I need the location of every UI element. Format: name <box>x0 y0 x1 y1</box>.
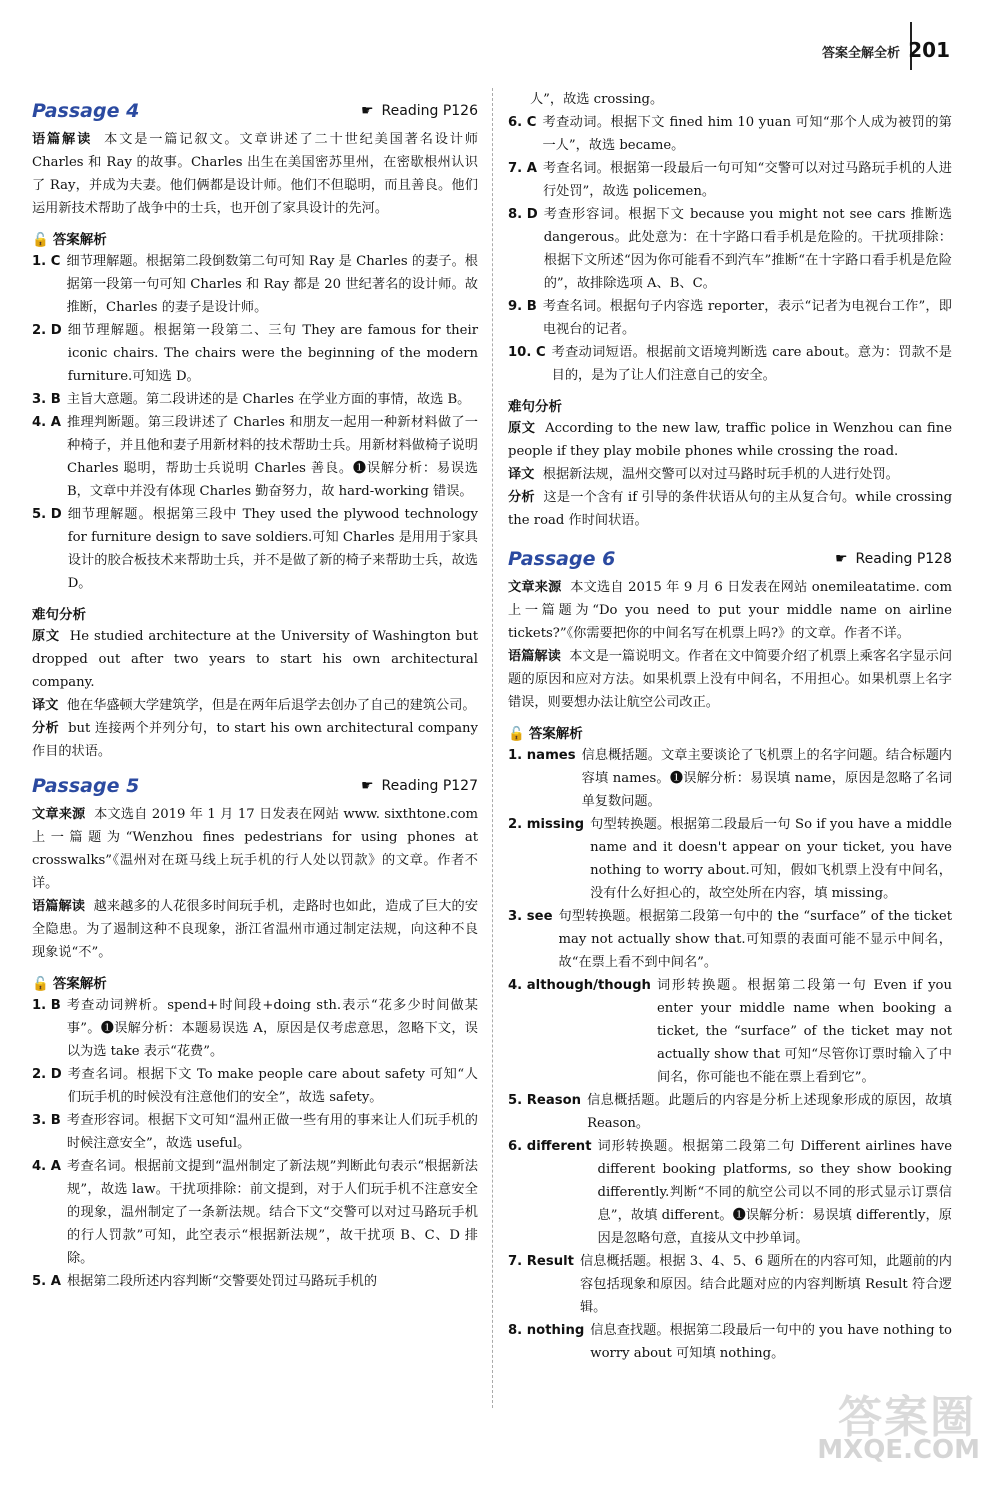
answer-item <box>32 994 478 1063</box>
answer-number: 2. D <box>32 323 62 338</box>
answer-text: 信息查找题。根据第二段最后一句中的 you have nothing to worry about 可知填 nothing。 <box>590 1323 952 1361</box>
answer-text: 考查形容词。根据下文 because you might not see cars 推断选 dangerous。此处意为：在十字路口看手机是危险的。干扰项排除：根据下文所述“因为你可能看不到汽车”推断“在十字路口看手机是危险的”，故排除选项 A、B、C。 <box>543 207 952 291</box>
source-label: 文章来源 <box>32 807 86 822</box>
translation-text: 根据新法规，温州交警可以对过马路时玩手机的人进行处罚。 <box>542 467 899 482</box>
answer-text: 考查名词。根据第一段最后一句可知“交警可以对过马路玩手机的人进行处罚”，故选 policemen。 <box>542 161 952 199</box>
passage-5-analysis <box>508 486 952 532</box>
answer-number: 6. C <box>508 115 537 130</box>
passage-5-hard-sentence-title: 难句分析 <box>508 399 562 415</box>
answer-number: 5. A <box>32 1274 61 1289</box>
passage-6-ref-text: Reading P128 <box>855 551 952 567</box>
passage-5-source <box>32 803 478 895</box>
answer-item <box>508 1135 952 1250</box>
answer-item <box>32 1155 478 1270</box>
answer-item <box>508 744 952 813</box>
passage-6-answer-section-title <box>508 722 952 742</box>
passage-5-answer-list <box>32 994 478 1293</box>
answer-text: 考查动词短语。根据前文语境判断选 care about。意为：罚款不是目的，是为了让人们注意自己的安全。 <box>551 345 952 383</box>
answer-number: 1. names <box>508 748 576 763</box>
answer-text: 细节理解题。根据第三段中 They used the plywood technology for furniture design to save soldiers.可知 Charles 是用用于家具设计的胶合板技术来帮助士兵，并不是做了新的椅子来帮助士兵，故选 D。 <box>67 507 478 591</box>
answer-text: 句型转换题。根据第二段第一句中的 the “surface” of the ticket may not actually show that.可知票的表面可能不显示中间名，故“在票上看不到中间名”。 <box>558 909 952 970</box>
answer-text: 考查名词。根据前文提到“温州制定了新法规”判断此句表示“根据新法规”，故选 law。干扰项排除：前文提到，对于人们玩手机不注意安全的现象，温州制定了一条新法规。结合下文“交警可以对过马路玩手机的行人罚款”可知，此空表示“根据新法规”，故干扰项 B、C、D 排除。 <box>66 1159 478 1266</box>
answer-text: 信息概括题。根据 3、4、5、6 题所在的内容可知，此题前的内容包括现象和原因。结合此题对应的内容判断填 Result 符合逻辑。 <box>579 1254 952 1315</box>
answer-number: 3. see <box>508 909 553 924</box>
answer-item <box>508 111 952 157</box>
answer-number: 8. D <box>508 207 538 222</box>
answer-item <box>508 157 952 203</box>
passage-5-answer-list-continued <box>508 111 952 387</box>
passage-4-title: Passage 4 <box>32 100 140 122</box>
answer-text: 推理判断题。第三段讲述了 Charles 和朋友一起用一种新材料做了一种椅子，并且他和妻子用新材料的技术帮助士兵。用新材料做椅子说明 Charles 聪明，帮助士兵说明 Charles 善良。❶误解分析：易误选 B，文章中并没有体现 Charles 勤奋努力，故 hard-working 错误。 <box>66 415 478 499</box>
passage-5-translation <box>508 463 952 486</box>
watermark-logo-text: 答案圈 <box>838 1392 976 1443</box>
passage-5-title: Passage 5 <box>32 775 140 797</box>
pointing-hand-icon: ☛ <box>834 551 848 567</box>
answer-text: 信息概括题。文章主要谈论了飞机票上的名字问题。结合标题内容填 names。❶误解分析：易误填 name，原因是忽略了名词单复数问题。 <box>581 748 952 809</box>
passage-5-intro-label: 语篇解读 <box>32 899 86 914</box>
answer-item <box>32 411 478 503</box>
passage-4-answer-section-title <box>32 228 478 248</box>
passage-6-heading <box>508 548 952 570</box>
original-label: 原文 <box>32 629 60 644</box>
answer-number: 9. B <box>508 299 537 314</box>
answer-number: 7. Result <box>508 1254 574 1269</box>
answer-number: 5. Reason <box>508 1093 582 1108</box>
passage-4-intro-text: 本文是一篇记叙文。文章讲述了二十世纪美国著名设计师 Charles 和 Ray 的故事。Charles 出生在美国密苏里州，在密歇根州认识了 Ray，并成为夫妻。他们俩都是设计师。他们不但聪明，而且善良。他们运用新技术帮助了战争中的士兵，也开创了家具设计的先河。 <box>32 132 478 216</box>
answer-text: 主旨大意题。第二段讲述的是 Charles 在学业方面的事情，故选 B。 <box>66 392 471 407</box>
passage-4-intro <box>32 128 478 220</box>
translation-label: 译文 <box>32 698 59 713</box>
answer-number: 2. missing <box>508 817 585 832</box>
passage-5-reference <box>361 778 478 794</box>
header-title: 答案全解全析 <box>821 46 900 61</box>
answer-text: 细节理解题。根据第二段倒数第二句可知 Ray 是 Charles 的妻子。根据第一段第一句可知 Charles 和 Ray 都是 20 世纪著名的设计师。故推断，Charles 的妻子是设计师。 <box>66 254 478 315</box>
source-text: 本文选自 2015 年 9 月 6 日发表在网站 onemileatatime. com 上一篇题为“Do you need to put your middle name on airline tickets?”《你需要把你的中间名写在机票上吗?》的文章。作者不详。 <box>508 580 952 641</box>
original-text: According to the new law, traffic police in Wenzhou can fine people if they play mobile phones while crossing the road. <box>508 421 953 459</box>
passage-4-ref-text: Reading P126 <box>381 103 478 119</box>
passage-6-answer-title-text: 答案解析 <box>528 726 583 742</box>
passage-5-original <box>508 417 952 463</box>
answer-number: 3. B <box>32 392 61 407</box>
answer-item <box>508 974 952 1089</box>
passage-4-analysis <box>32 717 478 763</box>
analysis-text: but 连接两个并列分句，to start his own architectural company 作目的状语。 <box>32 721 479 759</box>
passage-6-reference <box>835 551 952 567</box>
source-text: 本文选自 2019 年 1 月 17 日发表在网站 www. sixthtone.com 上一篇题为“Wenzhou fines pedestrians for using phones at crosswalks”《温州对在斑马线上玩手机的行人处以罚款》的文章。作者不详。 <box>32 807 479 891</box>
answer-text: 信息概括题。此题后的内容是分析上述现象形成的原因，故填 Reason。 <box>587 1093 952 1131</box>
answer-number: 4. although/though <box>508 978 651 993</box>
answer-text: 根据第二段所述内容判断“交警要处罚过马路玩手机的 <box>66 1274 378 1289</box>
answer-item <box>32 1109 478 1155</box>
passage-4-answer-list <box>32 250 478 595</box>
watermark <box>796 1381 986 1471</box>
passage-6-answer-list <box>508 744 952 1365</box>
translation-label: 译文 <box>508 467 535 482</box>
answer-number: 4. A <box>32 1159 61 1174</box>
passage-5-intro <box>32 895 478 964</box>
answer-number: 4. A <box>32 415 61 430</box>
original-label: 原文 <box>508 421 536 436</box>
passage-5-heading <box>32 775 478 797</box>
passage-4-reference <box>361 103 478 119</box>
answer-text: 考查动词。根据下文 fined him 10 yuan 可知“那个人成为被罚的第一人”，故选 became。 <box>542 115 952 153</box>
answer-item <box>32 250 478 319</box>
passage-6-title: Passage 6 <box>508 548 616 570</box>
answer-number: 6. different <box>508 1139 592 1154</box>
passage-4-hard-sentence-title: 难句分析 <box>32 607 86 623</box>
passage-5-answer-title-text: 答案解析 <box>52 976 107 992</box>
column-divider <box>492 88 494 1408</box>
answer-item <box>508 813 952 905</box>
answer-item <box>508 1250 952 1319</box>
answer-text: 考查名词。根据句子内容选 reporter，表示“记者为电视台工作”，即电视台的记者。 <box>542 299 952 337</box>
answer-item <box>32 503 478 595</box>
answer-text: 考查形容词。根据下文可知“温州正做一些有用的事来让人们玩手机的时候注意安全”，故选 useful。 <box>66 1113 478 1151</box>
lock-icon: 🔓 <box>32 976 49 992</box>
pointing-hand-icon: ☛ <box>360 778 374 794</box>
watermark-url: MXQE.COM <box>817 1435 980 1465</box>
original-text: He studied architecture at the University of Washington but dropped out after two years to start his own architectural company. <box>32 629 479 690</box>
answer-number: 3. B <box>32 1113 61 1128</box>
page-header <box>0 0 1000 90</box>
analysis-label: 分析 <box>32 721 60 736</box>
passage-4-translation <box>32 694 478 717</box>
pointing-hand-icon: ☛ <box>360 103 374 119</box>
answer-text: 句型转换题。根据第二段最后一句 So if you have a middle name and it doesn't appear on your ticket, you have nothing to worry about.可知，假如飞机票上没有中间名，没有什么好担心的，故空处所在内容，填 missing。 <box>590 817 952 901</box>
answer-item <box>508 295 952 341</box>
right-column <box>508 88 952 1365</box>
answer-number: 5. D <box>32 507 62 522</box>
answer-text: 考查动词辨析。spend+时间段+doing sth.表示“花多少时间做某事”。❶误解分析：本题易误选 A，原因是仅考虑意思，忽略下文，误以为选 take 表示“花费”。 <box>66 998 478 1059</box>
answer-text: 词形转换题。根据第二段第一句 Even if you enter your middle name when booking a ticket, the “surface” of the ticket may not actually show that 可知“尽管你订票时输入了中间名，你可能也不能在票上看到它”。 <box>656 978 952 1085</box>
answer-number: 2. D <box>32 1067 62 1082</box>
answer-item <box>32 1063 478 1109</box>
passage-5-continued-lead: 人”，故选 crossing。 <box>530 92 664 107</box>
passage-6-intro-label: 语篇解读 <box>508 649 561 664</box>
answer-number: 1. B <box>32 998 61 1013</box>
answer-number: 8. nothing <box>508 1323 585 1338</box>
passage-5-answer-section-title <box>32 972 478 992</box>
source-label: 文章来源 <box>508 580 562 595</box>
answer-item <box>32 319 478 388</box>
answer-text: 词形转换题。根据第二段第二句 Different airlines have different booking platforms, so they show booking differently.判断“不同的航空公司以不同的形式显示订票信息”，故填 different。❶误解分析：易误填 differently，原因是忽略句意，直接从文中抄单词。 <box>597 1139 952 1246</box>
passage-4-intro-label: 语篇解读 <box>32 132 93 147</box>
answer-text: 细节理解题。根据第一段第二、三句 They are famous for their iconic chairs. The chairs were the beginning of the modern furniture.可知选 D。 <box>67 323 478 384</box>
passage-5-ref-text: Reading P127 <box>381 778 478 794</box>
passage-5-intro-text: 越来越多的人花很多时间玩手机，走路时也如此，造成了巨大的安全隐患。为了遏制这种不良现象，浙江省温州市通过制定法规，向这种不良现象说“不”。 <box>32 899 479 960</box>
passage-4-original <box>32 625 478 694</box>
left-column <box>32 88 478 1293</box>
passage-6-source <box>508 576 952 645</box>
answer-item <box>508 1089 952 1135</box>
passage-4-answer-title-text: 答案解析 <box>52 232 107 248</box>
lock-icon: 🔓 <box>508 726 525 742</box>
answer-item <box>32 1270 478 1293</box>
analysis-label: 分析 <box>508 490 535 505</box>
translation-text: 他在华盛顿大学建筑学，但是在两年后退学去创办了自己的建筑公司。 <box>66 698 476 713</box>
answer-item <box>508 1319 952 1365</box>
passage-6-intro <box>508 645 952 714</box>
answer-number: 7. A <box>508 161 537 176</box>
answer-number: 10. C <box>508 345 546 360</box>
passage-4-heading <box>32 100 478 122</box>
passage-6-intro-text: 本文是一篇说明文。作者在文中简要介绍了机票上乘客名字显示问题的原因和应对方法。如果机票上没有中间名，不用担心。如果机票上名字错误，则要想办法让航空公司改正。 <box>508 649 953 710</box>
answer-item <box>508 203 952 295</box>
lock-icon: 🔓 <box>32 232 49 248</box>
answer-text: 考查名词。根据下文 To make people care about safety 可知“人们玩手机的时候没有注意他们的安全”，故选 safety。 <box>67 1067 478 1105</box>
analysis-text: 这是一个含有 if 引导的条件状语从句的主从复合句。while crossing the road 作时间状语。 <box>508 490 953 528</box>
answer-number: 1. C <box>32 254 61 269</box>
answer-item <box>508 341 952 387</box>
page-number: 201 <box>908 38 950 62</box>
answer-item <box>508 905 952 974</box>
answer-item <box>32 388 478 411</box>
